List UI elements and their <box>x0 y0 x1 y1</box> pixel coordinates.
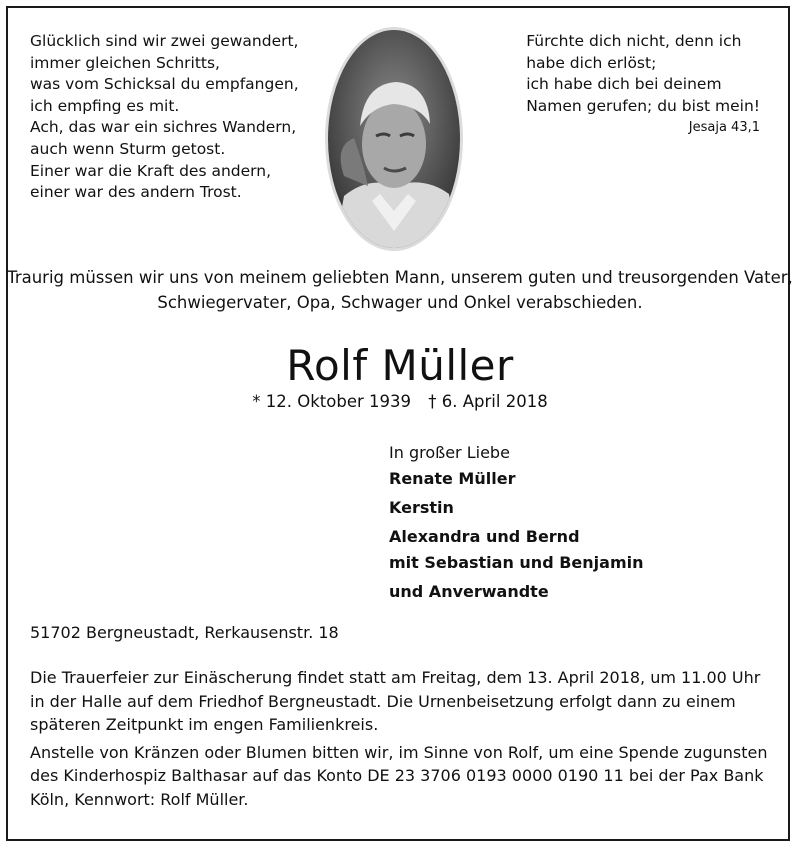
portrait-oval-icon <box>324 26 464 252</box>
verse-reference: Jesaja 43,1 <box>688 120 760 136</box>
mourner-name: und Anverwandte <box>389 582 549 601</box>
mourner-name: Alexandra und Bernd <box>389 527 580 546</box>
portrait-photo <box>324 26 464 252</box>
intro-text <box>0 265 800 315</box>
ceremony-text: Die Trauerfeier zur Einäscherung findet statt am Freitag, dem 13. April 2018, um 11.00 Uhr in der Halle auf dem Friedhof Bergneustadt. Die Urnenbeisetzung erfolgt dann zu einem späteren Zeitpunkt im engen Familienkreis. <box>30 668 761 734</box>
mourner-name: Kerstin <box>389 498 454 517</box>
donation-text: Anstelle von Kränzen oder Blumen bitten wir, im Sinne von Rolf, um eine Spende zugunsten des Kinderhospiz Balthasar auf das Konto DE 23 3706 0193 0000 0190 11 bei der Pax Bank Köln, Kennwort: Rolf Müller. <box>30 742 768 809</box>
mourner-name: mit Sebastian und Benjamin <box>389 553 644 572</box>
poem <box>30 31 299 204</box>
poem-line: ich empfing es mit. <box>30 96 180 115</box>
mourner-name: Renate Müller <box>389 469 516 488</box>
verse-line: habe dich erlöst; <box>526 53 657 72</box>
death-date: † 6. April 2018 <box>428 392 548 411</box>
verse-line: Fürchte dich nicht, denn ich <box>526 32 742 50</box>
poem-line: Glücklich sind wir zwei gewandert, <box>30 32 299 50</box>
poem-line: immer gleichen Schritts, <box>30 53 220 72</box>
poem-line: einer war des andern Trost. <box>30 183 242 202</box>
address: 51702 Bergneustadt, Rerkausenstr. 18 <box>30 623 339 642</box>
poem-line: Ach, das war ein sichres Wandern, <box>30 118 297 137</box>
poem-line: Einer war die Kraft des andern, <box>30 161 271 180</box>
mourners-lead: In großer Liebe <box>389 443 510 462</box>
intro-line-1: Traurig müssen wir uns von meinem geliebten Mann, unserem guten und treusorgenden Vater, <box>7 268 793 287</box>
birth-date: * 12. Oktober 1939 <box>252 392 412 411</box>
deceased-name: Rolf Müller <box>286 341 514 390</box>
poem-line: was vom Schicksal du empfangen, <box>30 75 299 94</box>
mourners-list <box>389 440 643 605</box>
verse-line: ich habe dich bei deinem <box>526 75 722 94</box>
life-dates <box>0 390 800 414</box>
intro-line-2: Schwiegervater, Opa, Schwager und Onkel verabschieden. <box>157 293 643 312</box>
poem-line: auch wenn Sturm getost. <box>30 139 226 158</box>
bible-verse <box>526 31 760 137</box>
verse-line: Namen gerufen; du bist mein! <box>526 96 760 115</box>
info-block <box>30 666 775 815</box>
